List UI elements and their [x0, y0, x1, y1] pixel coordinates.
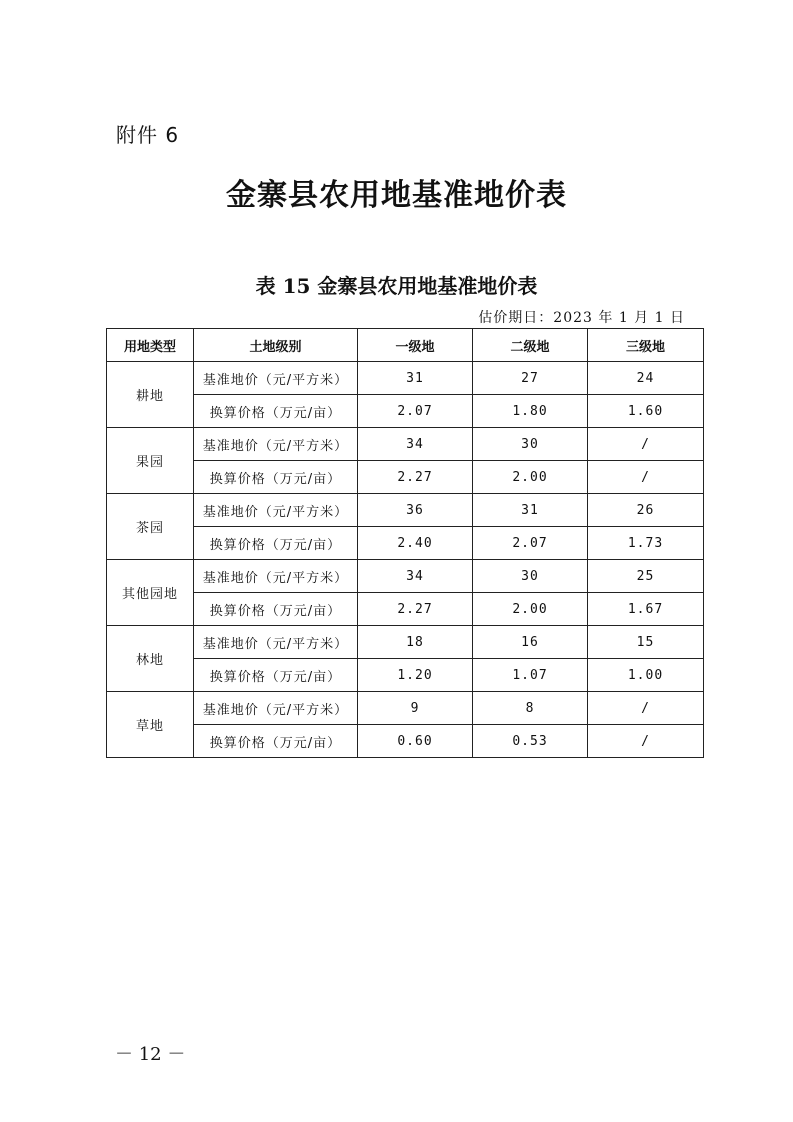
- metric-label: 基准地价（元/平方米）: [194, 560, 358, 593]
- table-header-row: [107, 329, 704, 362]
- metric-label: 换算价格（万元/亩）: [194, 395, 358, 428]
- value-cell: 18: [358, 626, 473, 659]
- metric-label: 基准地价（元/平方米）: [194, 428, 358, 461]
- metric-label: 换算价格（万元/亩）: [194, 725, 358, 758]
- value-cell: 1.60: [588, 395, 704, 428]
- table-row: [107, 428, 704, 461]
- value-cell: 34: [358, 560, 473, 593]
- metric-label: 基准地价（元/平方米）: [194, 692, 358, 725]
- value-cell: 34: [358, 428, 473, 461]
- value-cell: 1.20: [358, 659, 473, 692]
- value-cell: 2.00: [473, 461, 588, 494]
- value-cell: 24: [588, 362, 704, 395]
- land-type-cell: 草地: [107, 692, 194, 758]
- value-cell: 8: [473, 692, 588, 725]
- table-row: [107, 362, 704, 395]
- value-cell: 15: [588, 626, 704, 659]
- land-type-cell: 茶园: [107, 494, 194, 560]
- value-cell: 31: [473, 494, 588, 527]
- land-type-cell: 耕地: [107, 362, 194, 428]
- header-land-grade: 土地级别: [194, 329, 358, 362]
- value-cell: /: [588, 428, 704, 461]
- value-cell: 1.67: [588, 593, 704, 626]
- table-row: [107, 626, 704, 659]
- land-price-table: [106, 328, 704, 758]
- header-grade-3: 三级地: [588, 329, 704, 362]
- value-cell: 1.00: [588, 659, 704, 692]
- metric-label: 基准地价（元/平方米）: [194, 626, 358, 659]
- value-cell: /: [588, 692, 704, 725]
- header-land-type: 用地类型: [107, 329, 194, 362]
- table-row: [107, 692, 704, 725]
- value-cell: 30: [473, 428, 588, 461]
- value-cell: 1.73: [588, 527, 704, 560]
- page-title: 金寨县农用地基准地价表: [226, 178, 567, 213]
- page-number: － 12 －: [115, 1044, 186, 1065]
- metric-label: 基准地价（元/平方米）: [194, 494, 358, 527]
- value-cell: 1.80: [473, 395, 588, 428]
- value-cell: 2.40: [358, 527, 473, 560]
- table-row: [107, 395, 704, 428]
- value-cell: 9: [358, 692, 473, 725]
- value-cell: 0.53: [473, 725, 588, 758]
- table-row: [107, 560, 704, 593]
- value-cell: /: [588, 725, 704, 758]
- table-row: [107, 494, 704, 527]
- metric-label: 换算价格（万元/亩）: [194, 593, 358, 626]
- land-type-cell: 果园: [107, 428, 194, 494]
- value-cell: 2.27: [358, 461, 473, 494]
- table-caption: 表 15 金寨县农用地基准地价表: [255, 274, 538, 298]
- value-cell: 2.27: [358, 593, 473, 626]
- metric-label: 换算价格（万元/亩）: [194, 461, 358, 494]
- land-type-cell: 其他园地: [107, 560, 194, 626]
- land-type-cell: 林地: [107, 626, 194, 692]
- value-cell: 26: [588, 494, 704, 527]
- value-cell: 31: [358, 362, 473, 395]
- value-cell: 30: [473, 560, 588, 593]
- value-cell: /: [588, 461, 704, 494]
- value-cell: 2.07: [473, 527, 588, 560]
- metric-label: 基准地价（元/平方米）: [194, 362, 358, 395]
- attachment-label: 附件 6: [116, 123, 180, 147]
- table-row: [107, 461, 704, 494]
- valuation-date: 估价期日：2023 年 1 月 1 日: [478, 310, 685, 326]
- table-row: [107, 659, 704, 692]
- value-cell: 0.60: [358, 725, 473, 758]
- table-row: [107, 593, 704, 626]
- metric-label: 换算价格（万元/亩）: [194, 527, 358, 560]
- table-row: [107, 527, 704, 560]
- value-cell: 2.07: [358, 395, 473, 428]
- header-grade-1: 一级地: [358, 329, 473, 362]
- value-cell: 16: [473, 626, 588, 659]
- header-grade-2: 二级地: [473, 329, 588, 362]
- value-cell: 1.07: [473, 659, 588, 692]
- value-cell: 2.00: [473, 593, 588, 626]
- table-row: [107, 725, 704, 758]
- metric-label: 换算价格（万元/亩）: [194, 659, 358, 692]
- value-cell: 25: [588, 560, 704, 593]
- value-cell: 27: [473, 362, 588, 395]
- value-cell: 36: [358, 494, 473, 527]
